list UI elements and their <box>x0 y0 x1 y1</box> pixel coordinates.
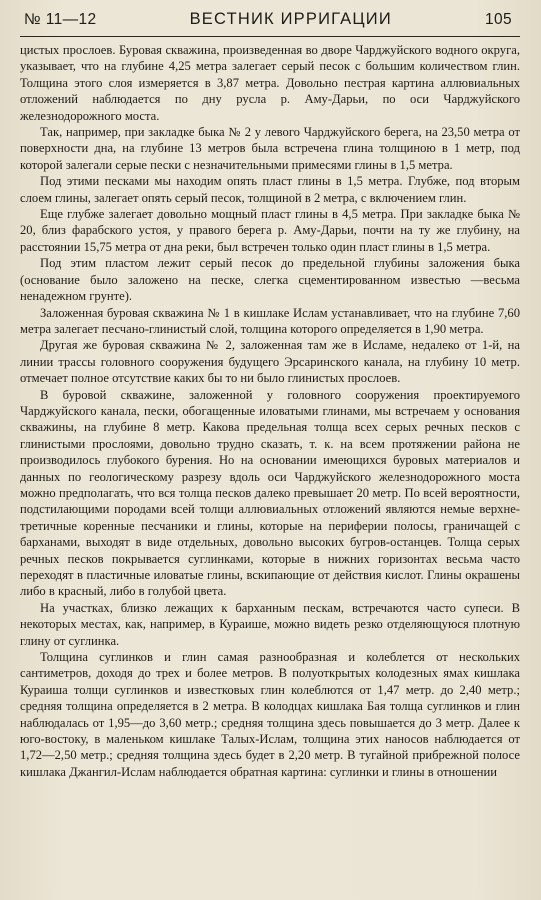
article-body <box>20 42 520 780</box>
page-number: 105 <box>484 11 512 28</box>
paragraph: На участках, близко лежащих к барханным пескам, встречаются часто супеси. В некоторых местах, как, например, в Кураише, можно видеть резко отделяющуюся плотную глину от суглинка. <box>20 600 520 648</box>
paragraph: Под этими песками мы находим опять пласт глины в 1,5 метра. Глубже, под вторым слоем глины, залегает опять серый песок, толщиной в 2 метра, с включением глин. <box>20 174 520 205</box>
header-rule <box>20 36 520 37</box>
issue-number: № 11—12 <box>24 11 97 28</box>
page-header <box>20 10 520 32</box>
paragraph: Толщина суглинков и глин самая разнообразная и колеблется от нескольких сантиметров, доходя до трех и более метров. В полуоткрытых колодезных ямах кишлака Кураиша толщи суглинков и известковых глин колеблются от 1,47 метр. до 2,40 метр.; средняя толщина определяется в 2 метра. В колодцах кишлака Бая толща суглинков и глин наблюдалась от 1,95—до 3,60 метр.; средняя толщина здесь повышается до 3 метр. Далее к юго-востоку, в маленьком кишлаке Талых-Ислам, толщина этих наносов наблюдается от 1,72—2,50 метр.; средняя толщина здесь будет в 2,20 метр. В тугайной прибрежной полосе кишлака Джангил-Ислам наблюдается обратная картина: суглинки и глины в отношении <box>20 650 520 779</box>
paragraph: Еще глубже залегает довольно мощный пласт глины в 4,5 метра. При закладке быка № 20, близ фарабского устоя, у правого берега р. Аму-Дарьи, почти на ту же глубину, на расстоянии 15,75 метра от дна реки, был встречен только один пласт глины в 1,5 метра. <box>20 207 520 254</box>
paragraph: Другая же буровая скважина № 2, заложенная там же в Исламе, недалеко от 1-й, на линии трассы головного сооружения будущего Эрсаринского канала, на глубину 10 метр. отмечает полное отсутствие каких бы то ни было глинистых прослоев. <box>20 338 520 386</box>
paragraph: В буровой скважине, заложенной у головного сооружения проектируемого Чарджуйского канала, пески, обогащенные иловатыми глинами, мы встречаем у основания скважины, на глубине 8 метр. Какова предельная толща всех серых речных песков с глинистыми прослоями, довольно трудно сказать, т. к. на всем протяжении района не производилось глубокого бурения. Но на основании имеющихся буровых материалов и данных по геологическому разрезу вдоль оси Чарджуйского железнодорожного моста можно предполагать, что вся толща песков далеко превышает 20 метр. По всей вероятности, подстилающими породами всей толщи аллювиальных отложений являются немые верхне-третичные коренные песчаники и глины, которые на периферии полосы, граничащей с барханами, выходят в виде отдельных, довольно высоких бугров-останцев. Толща серых речных песков покрывается суглинками, которые в нижних горизонтах весьма часто переходят в пластичные иловатые глины, вскипающие от действия кислот. Глины окрашены либо в красный, либо в голубой цвета. <box>20 387 520 599</box>
paragraph: Так, например, при закладке быка № 2 у левого Чарджуйского берега, на 23,50 метра от поверхности дна, на глубине 13 метров была встречена глина толщиною в 1 метр, под которой залегали серые пески с незначительными примесями глины в 1,5 метра. <box>20 125 520 172</box>
paragraph: Под этим пластом лежит серый песок до предельной глубины заложения быка (основание было заложено на песке, слегка сцементированном известью —весьма ненадежном грунте). <box>20 256 520 304</box>
paragraph: цистых прослоев. Буровая скважина, произведенная во дворе Чарджуйского водного округа, указывает, что на глубине 4,25 метра залегает серый песок с большим количеством глин. Толщина этого слоя измеряется в 3,87 метра. Довольно пестрая картина аллювиальных отложений наблюдается по дну русла р. Аму-Дарьи, по оси Чарджуйского железнодорожного моста. <box>20 43 520 123</box>
journal-title: ВЕСТНИК ИРРИГАЦИИ <box>189 10 392 28</box>
paragraph: Заложенная буровая скважина № 1 в кишлаке Ислам устанавливает, что на глубине 7,60 метра залегает песчано-глинистый слой, толщина которого определяется в 1,90 метра. <box>20 305 520 336</box>
